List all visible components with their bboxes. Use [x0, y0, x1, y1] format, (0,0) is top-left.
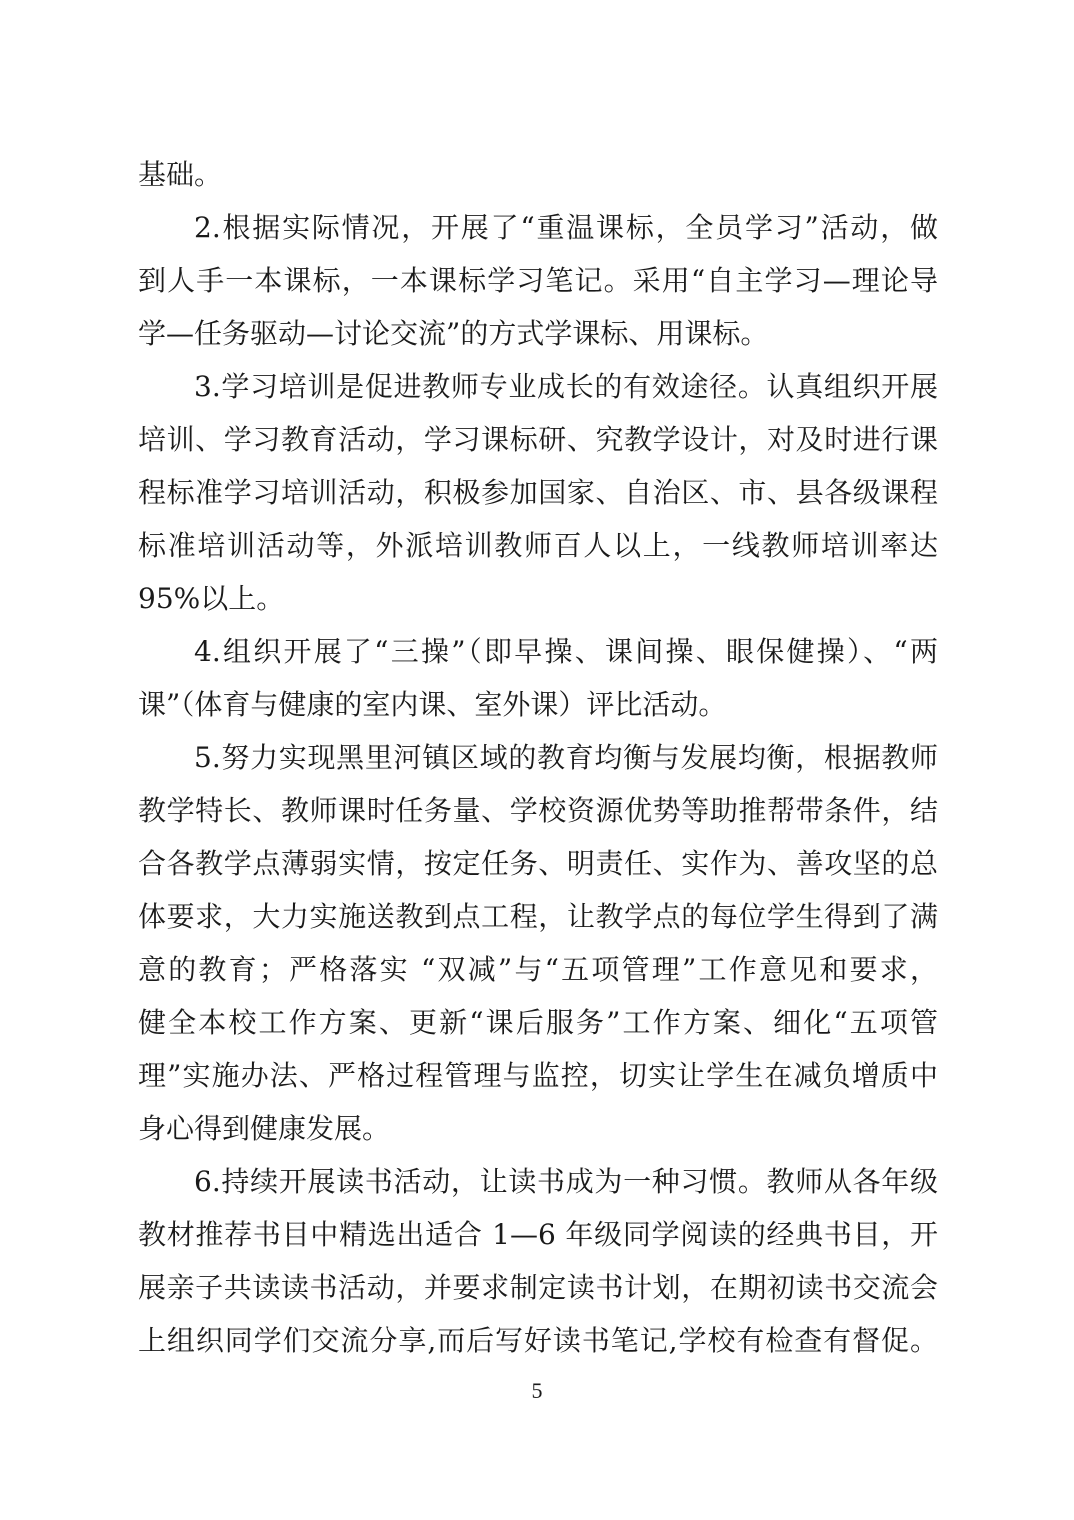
text-line: 展亲子共读读书活动，并要求制定读书计划，在期初读书交流会 — [138, 1271, 938, 1304]
text-line: 教学特长、教师课时任务量、学校资源优势等助推帮带条件，结 — [138, 794, 938, 827]
paragraph-3-start: 3.学习培训是促进教师专业成长的有效途径。认真组织开展 — [194, 370, 938, 403]
page-number: 5 — [531, 1378, 543, 1403]
text-line: 教材推荐书目中精选出适合 1—6 年级同学阅读的经典书目，开 — [138, 1218, 938, 1251]
text-line: 标准培训活动等，外派培训教师百人以上，一线教师培训率达 — [138, 529, 938, 562]
paragraph-2-start: 2.根据实际情况，开展了“重温课标，全员学习”活动，做 — [194, 211, 938, 244]
text-line: 课”（体育与健康的室内课、室外课）评比活动。 — [138, 688, 727, 721]
paragraph-5-start: 5.努力实现黑里河镇区域的教育均衡与发展均衡，根据教师 — [194, 741, 938, 774]
paragraph-4-start: 4.组织开展了“三操”（即早操、课间操、眼保健操）、“两 — [194, 635, 938, 668]
text-line: 学—任务驱动—讨论交流”的方式学课标、用课标。 — [138, 317, 769, 350]
text-line: 意的教育；严格落实 “双减”与“五项管理”工作意见和要求， — [138, 953, 938, 986]
text-line: 体要求，大力实施送教到点工程，让教学点的每位学生得到了满 — [138, 900, 938, 933]
text-line: 到人手一本课标，一本课标学习笔记。采用“自主学习—理论导 — [138, 264, 938, 297]
paragraph-6-start: 6.持续开展读书活动，让读书成为一种习惯。教师从各年级 — [194, 1165, 938, 1198]
text-line: 基础。 — [138, 158, 223, 191]
text-line: 上组织同学们交流分享,而后写好读书笔记,学校有检查有督促。 — [138, 1324, 938, 1357]
text-line: 合各教学点薄弱实情，按定任务、明责任、实作为、善攻坚的总 — [138, 847, 938, 880]
text-line: 程标准学习培训活动，积极参加国家、自治区、市、县各级课程 — [138, 476, 938, 509]
text-line: 95%以上。 — [138, 582, 285, 615]
text-line: 理”实施办法、严格过程管理与监控，切实让学生在减负增质中 — [138, 1059, 938, 1092]
text-line: 身心得到健康发展。 — [138, 1112, 391, 1145]
text-line: 健全本校工作方案、更新“课后服务”工作方案、细化“五项管 — [138, 1006, 938, 1039]
text-line: 培训、学习教育活动，学习课标研、究教学设计，对及时进行课 — [138, 423, 938, 456]
